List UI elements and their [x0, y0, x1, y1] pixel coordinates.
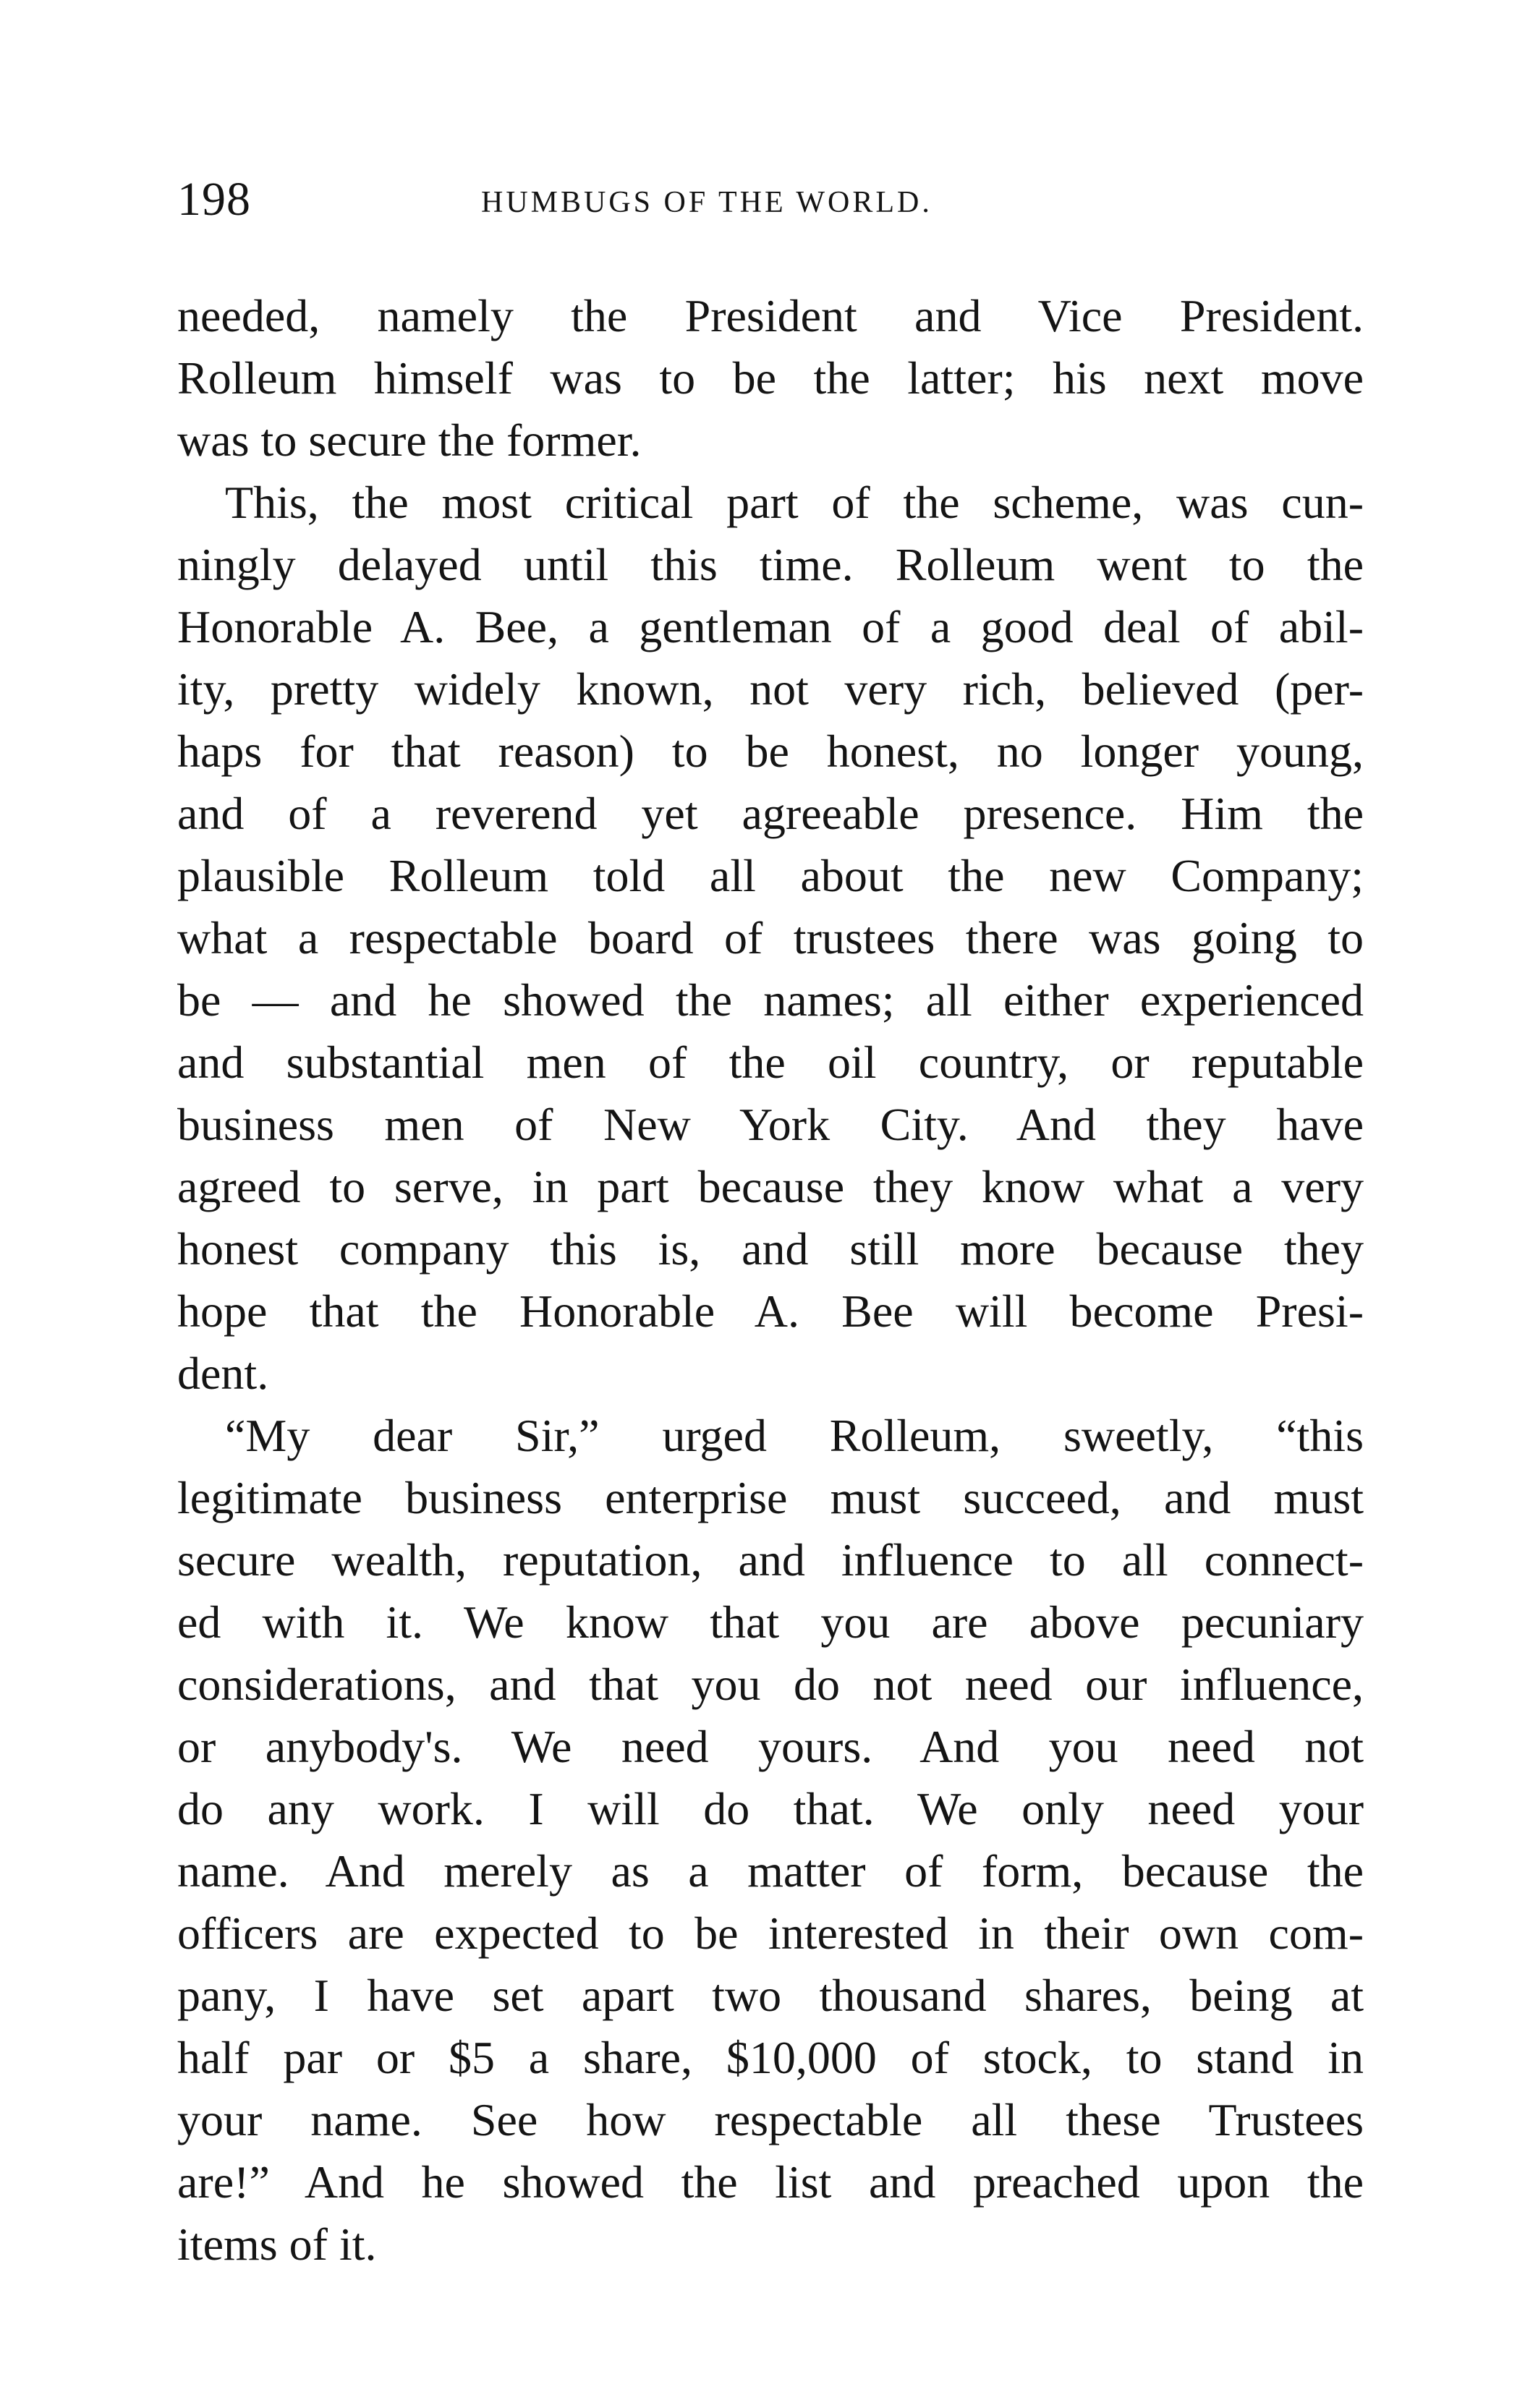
page-number: 198: [177, 173, 251, 226]
text-line: was to secure the former.: [177, 414, 642, 466]
text-line: ed with it. We know that you are above pecuniary: [177, 1596, 1364, 1648]
text-line: name. And merely as a matter of form, because the: [177, 1845, 1364, 1897]
text-line: dent.: [177, 1348, 269, 1399]
text-line: ity, pretty widely known, not very rich, believed (per-: [177, 663, 1364, 715]
text-line: business men of New York City. And they have: [177, 1099, 1364, 1150]
text-line: half par or $5 a share, $10,000 of stock, to stand in: [177, 2032, 1364, 2083]
text-line: hope that the Honorable A. Bee will become Presi-: [177, 1285, 1364, 1337]
text-line: “My dear Sir,” urged Rolleum, sweetly, “this: [225, 1410, 1364, 1461]
running-title: HUMBUGS OF THE WORLD.: [481, 186, 933, 219]
text-line: Rolleum himself was to be the latter; his next move: [177, 352, 1364, 404]
text-line: officers are expected to be interested in their own com-: [177, 1907, 1364, 1959]
text-line: This, the most critical part of the scheme, was cun-: [225, 477, 1364, 528]
text-line: needed, namely the President and Vice President.: [177, 290, 1364, 341]
text-line: items of it.: [177, 2218, 377, 2270]
text-line: legitimate business enterprise must succeed, and must: [177, 1472, 1364, 1523]
paragraph-1: [177, 285, 1364, 472]
text-line: considerations, and that you do not need our influence,: [177, 1659, 1364, 1710]
text-line: honest company this is, and still more because they: [177, 1223, 1364, 1275]
text-line: pany, I have set apart two thousand shares, being at: [177, 1970, 1364, 2021]
paragraph-2: [177, 472, 1364, 1405]
text-line: haps for that reason) to be honest, no longer young,: [177, 726, 1364, 777]
text-line: what a respectable board of trustees there was going to: [177, 912, 1364, 963]
text-line: secure wealth, reputation, and influence to all connect-: [177, 1534, 1364, 1586]
text-line: ningly delayed until this time. Rolleum went to the: [177, 539, 1364, 590]
text-line: Honorable A. Bee, a gentleman of a good deal of abil-: [177, 601, 1364, 652]
text-line: and of a reverend yet agreeable presence. Him the: [177, 788, 1364, 839]
body-text: [177, 285, 1364, 2276]
text-line: do any work. I will do that. We only need your: [177, 1783, 1364, 1834]
text-line: be — and he showed the names; all either experienced: [177, 974, 1364, 1026]
text-line: are!” And he showed the list and preached upon the: [177, 2156, 1364, 2208]
text-line: plausible Rolleum told all about the new Company;: [177, 850, 1364, 901]
paragraph-3: [177, 1405, 1364, 2276]
text-line: your name. See how respectable all these Trustees: [177, 2094, 1364, 2145]
text-line: agreed to serve, in part because they know what a very: [177, 1161, 1364, 1212]
text-line: or anybody's. We need yours. And you need not: [177, 1721, 1364, 1772]
page-header: [177, 171, 1364, 229]
text-line: and substantial men of the oil country, or reputable: [177, 1037, 1364, 1088]
